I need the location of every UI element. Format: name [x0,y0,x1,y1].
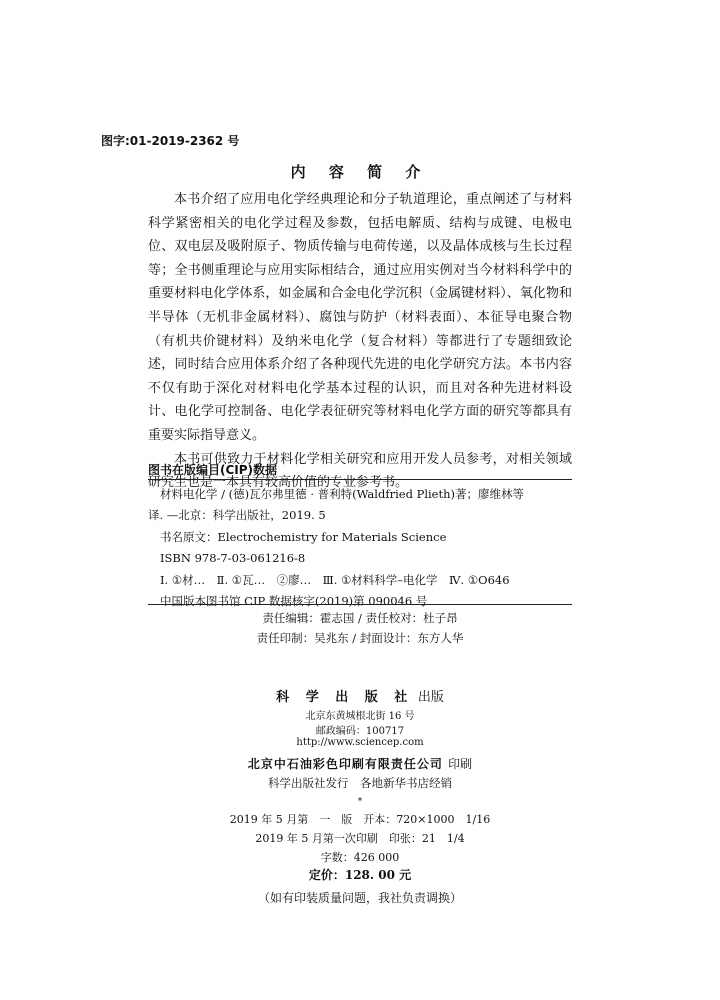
publisher-suffix: 出版 [417,690,444,705]
publisher-name: 科 学 出 版 社 [276,690,414,705]
price: 定价：128. 00 元 [308,868,412,882]
cip-line: Ⅰ. ①材… Ⅱ. ①瓦… ②廖… Ⅲ. ①材料科学–电化学 Ⅳ. ①O646 [160,573,510,587]
summary-title: 内 容 简 介 [290,163,430,181]
summary-paragraph: 本书介绍了应用电化学经典理论和分子轨道理论，重点阐述了与材料科学紧密相关的电化学过程及参数，包括电解质、结构与成键、电极电位、双电层及吸附原子、物质传输与电荷传递，以及晶体成核与生长过程等；全书侧重理论与应用实际相结合，通过应用实例对当今材料科学中的重要材料电化学体系，如金属和合金电化学沉积（金属键材料）、氧化物和半导体（无机非金属材料）、腐蚀与防护（材料表面）、本征导电聚合物（有机共价键材料）及纳米电化学（复合材料）等都进行了专题细致论述，同时结合应用体系介绍了各种现代先进的电化学研究方法。本书内容不仅有助于深化对材料电化学基本过程的认识，而且对各种先进材料设计、电化学可控制备、电化学表征研究等材料电化学方面的研究等都具有重要实际指导意义。 [148,192,572,443]
publisher-line [0,686,720,705]
printer-name: 北京中石油彩色印刷有限责任公司 [247,757,443,771]
cip-line: ISBN 978-7-03-061216-8 [160,550,306,565]
summary-body [148,188,572,495]
cip-top-rule [148,479,572,480]
cip-line: 中国版本图书馆 CIP 数据核字(2019)第 090046 号 [160,593,428,608]
production-credits: 责任印制：吴兆东 / 封面设计：东方人华 [256,631,464,645]
cip-line: 材料电化学 / (德)瓦尔弗里德 · 普利特(Waldfried Plieth)著；廖维林等 [160,487,524,501]
cip-record [148,484,572,611]
publisher-url: http://www.sciencep.com [296,737,424,748]
word-count: 字数：426 000 [320,851,400,864]
postcode: 邮政编码：100717 [315,726,405,737]
registration-number: 图字:01-2019-2362 号 [101,134,240,148]
printer-suffix: 印刷 [448,757,473,771]
distribution-line: 科学出版社发行 各地新华书店经销 [268,776,452,790]
cip-heading: 图书在版编目(CIP)数据 [148,463,278,477]
summary-paragraph: 本书可供致力于材料化学相关研究和应用开发人员参考，对相关领域研究生也是一本具有较高价值的专业参考书。 [148,451,572,491]
cip-line: 书名原文：Electrochemistry for Materials Science [160,530,447,544]
publisher-address: 北京东黄城根北街 16 号 [305,711,415,722]
cip-bottom-rule [148,604,572,605]
cip-line: 译. —北京：科学出版社，2019. 5 [148,507,326,522]
separator-mark: * [357,797,363,807]
edition-line: 2019 年 5 月第 一 版 开本：720×1000 1/16 [229,813,491,826]
printing-line: 2019 年 5 月第一次印刷 印张：21 1/4 [255,832,465,845]
printer-line [0,755,720,772]
quality-notice: （如有印装质量问题，我社负责调换） [257,891,462,905]
editor-credits: 责任编辑：霍志国 / 责任校对：杜子昂 [262,611,458,625]
